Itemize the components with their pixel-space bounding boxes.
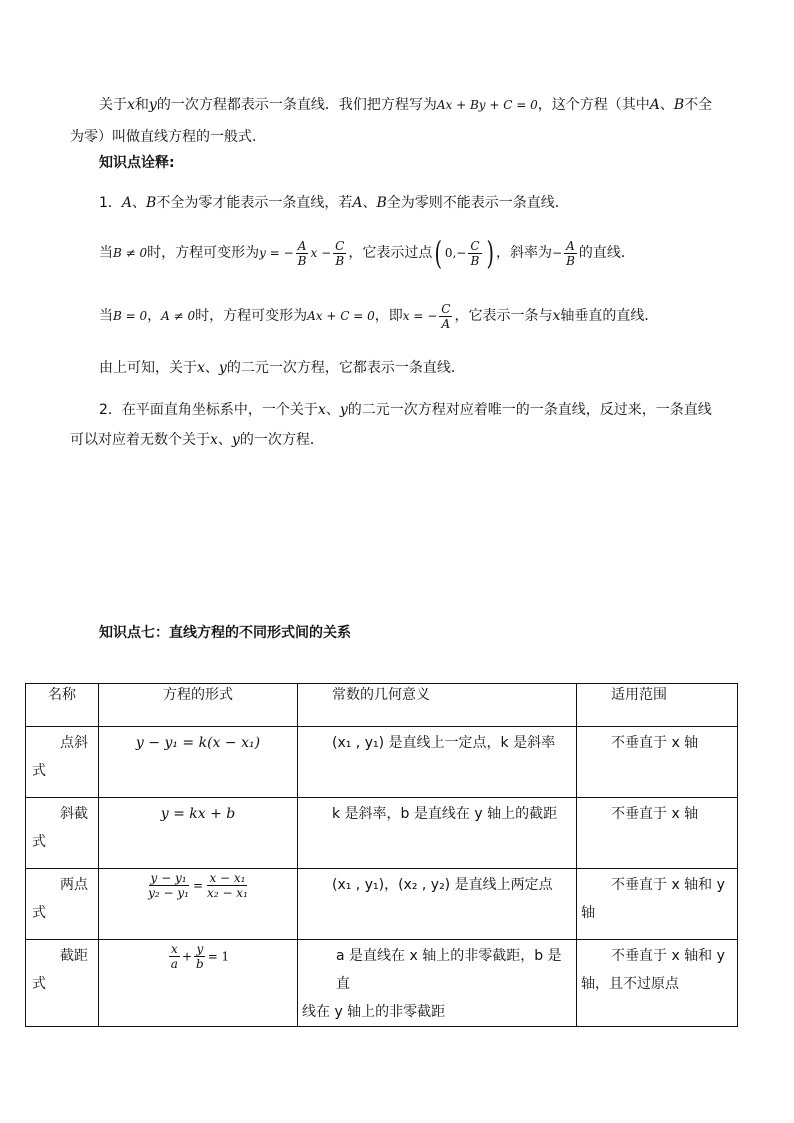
general-form-paragraph-line2: 为零）叫做直线方程的一般式． (70, 129, 266, 145)
denominator: B (335, 253, 345, 268)
scope-part: 不垂直于 x 轴和 y (611, 877, 725, 893)
minus: − (552, 246, 563, 260)
header-name: 名称 (26, 684, 99, 727)
explanation-heading: 知识点诠释: (99, 155, 175, 171)
numerator: y (196, 942, 204, 956)
header-form: 方程的形式 (99, 684, 298, 727)
text: 可以对应着无数个关于 (70, 432, 210, 448)
condition: A ≠ 0 (161, 309, 196, 323)
text: ， (147, 308, 162, 324)
name-part: 式 (32, 976, 46, 992)
denominator: B (470, 253, 480, 268)
text: 1． (99, 195, 122, 211)
header-scope: 适用范围 (577, 684, 738, 727)
section-7-title: 知识点七：直线方程的不同形式间的关系 (99, 625, 351, 641)
meaning-part: 线在 y 轴上的非零截距 (302, 1004, 446, 1020)
var-A: A (649, 97, 660, 113)
denominator: a (170, 957, 178, 971)
text: 时，方程可变形为 (147, 245, 260, 261)
var-x: x (317, 402, 326, 418)
table-header-row (26, 684, 738, 727)
fraction (296, 239, 309, 268)
text: ，它表示一条与 (454, 308, 553, 324)
general-equation: Ax + By + C = 0 (436, 98, 538, 112)
text: 、 (204, 360, 219, 376)
formula-part: x = − (402, 309, 438, 323)
name-part: 式 (32, 905, 46, 921)
row-formula: y − y₁ = k(x − x₁) (99, 727, 298, 798)
var-B: B (376, 195, 387, 211)
text: 、 (217, 432, 232, 448)
text: 、 (362, 195, 377, 211)
meaning-part: a 是直线在 x 轴上的非零截距，b 是直 (336, 948, 562, 992)
text: ，即 (374, 308, 403, 324)
header-meaning: 常数的几何意义 (298, 684, 577, 727)
conclusion (99, 358, 465, 378)
text: ，斜率为 (496, 245, 552, 261)
name-part: 斜截 (60, 806, 88, 822)
text: 的二元一次方程，它都表示一条直线． (226, 360, 465, 376)
table-row (26, 798, 738, 869)
right-paren: ) (486, 234, 494, 272)
row-formula (99, 940, 298, 1027)
item-1 (99, 193, 569, 213)
row-meaning: k 是斜率，b 是直线在 y 轴上的截距 (298, 798, 577, 869)
formula-part: x − (310, 246, 332, 260)
text: 的一次方程． (239, 432, 324, 448)
row-scope: 不垂直于 x 轴 (577, 798, 738, 869)
var-B: B (673, 97, 685, 113)
numerator: C (470, 238, 480, 253)
text: 由上可知，关于 (99, 360, 197, 376)
var-B: B (146, 195, 157, 211)
row-meaning: (x₁ , y₁)，(x₂ , y₂) 是直线上两定点 (298, 869, 577, 940)
text: 时，方程可变形为 (195, 308, 308, 324)
name-part: 式 (32, 834, 46, 850)
text: 和 (134, 97, 149, 113)
var-x: x (197, 360, 205, 376)
point: 0,− (444, 246, 467, 260)
numerator: A (297, 238, 307, 253)
denominator: A (441, 316, 451, 331)
fraction (205, 871, 250, 900)
row-name (26, 727, 99, 798)
var-x: x (210, 432, 218, 448)
scope-part: 轴 (581, 905, 595, 921)
var-y: y (231, 432, 240, 448)
text: 关于 (99, 97, 127, 113)
text: 2．在平面直角坐标系中，一个关于 (99, 402, 318, 418)
text: 当 (99, 245, 113, 261)
scope-part: 不垂直于 x 轴和 y (611, 948, 725, 964)
fraction (146, 871, 191, 900)
plus-sign: + (181, 949, 192, 964)
condition: B = 0 (113, 309, 148, 323)
name-part: 式 (32, 763, 46, 779)
text: 不全为零才能表示一条直线，若 (156, 195, 353, 211)
text: 全为零则不能表示一条直线． (386, 195, 569, 211)
item-2-line1 (99, 400, 712, 420)
var-A: A (121, 195, 133, 211)
fraction (333, 239, 346, 268)
text: 不全 (684, 97, 713, 113)
denominator: b (196, 957, 204, 971)
rhs: = 1 (207, 949, 230, 964)
row-scope: 不垂直于 x 轴 (577, 727, 738, 798)
name-part: 两点 (60, 877, 88, 893)
text: 的二元一次方程对应着唯一的一条直线，反过来，一条直线 (347, 402, 712, 418)
row-meaning (298, 940, 577, 1027)
text: 当 (99, 308, 113, 324)
numerator: x − x₁ (209, 871, 246, 885)
row-formula (99, 869, 298, 940)
text: 、 (325, 402, 340, 418)
text: 轴垂直的直线． (560, 308, 659, 324)
fraction (169, 942, 180, 971)
var-x: x (127, 97, 135, 113)
numerator: A (566, 238, 575, 253)
table-row (26, 869, 738, 940)
numerator: x (170, 942, 178, 956)
var-x: x (552, 308, 561, 324)
numerator: y − y₁ (150, 871, 187, 885)
general-form-paragraph-line1 (99, 95, 712, 115)
row-formula: y = kx + b (99, 798, 298, 869)
text: ，它表示过点 (348, 245, 433, 261)
equation: Ax + C = 0 (307, 309, 375, 323)
denominator: B (297, 253, 307, 268)
text: 的一次方程都表示一条直线．我们把方程写为 (156, 97, 437, 113)
scope-part: 轴，且不过原点 (581, 976, 679, 992)
fraction (564, 239, 577, 268)
text: 、 (132, 195, 147, 211)
name-part: 点斜 (60, 735, 88, 751)
case-b-nonzero (99, 236, 635, 270)
denominator: B (566, 253, 575, 268)
var-y: y (339, 402, 348, 418)
numerator: C (335, 238, 345, 253)
equals-sign: = (192, 878, 204, 893)
row-scope (577, 940, 738, 1027)
left-paren: ( (434, 234, 443, 272)
table-row (26, 940, 738, 1027)
formula-part: y = − (259, 246, 294, 260)
table-row (26, 727, 738, 798)
denominator: x₂ − x₁ (207, 886, 248, 900)
numerator: C (441, 301, 451, 316)
var-A: A (352, 195, 363, 211)
fraction (194, 942, 206, 971)
denominator: y₂ − y₁ (148, 886, 189, 900)
condition: B ≠ 0 (113, 246, 148, 260)
line-equation-forms-table (25, 683, 738, 1027)
row-name (26, 940, 99, 1027)
row-meaning: (x₁ , y₁) 是直线上一定点，k 是斜率 (298, 727, 577, 798)
row-scope (577, 869, 738, 940)
text: ，这个方程（其中 (537, 97, 650, 113)
fraction (439, 302, 452, 331)
text: 的直线． (578, 245, 635, 261)
fraction (468, 239, 481, 268)
row-name (26, 869, 99, 940)
text: 、 (659, 97, 674, 113)
case-b-zero (99, 299, 658, 333)
name-part: 截距 (60, 948, 88, 964)
item-2-line2 (70, 430, 324, 450)
row-name (26, 798, 99, 869)
var-y: y (148, 97, 157, 113)
var-y: y (218, 360, 227, 376)
